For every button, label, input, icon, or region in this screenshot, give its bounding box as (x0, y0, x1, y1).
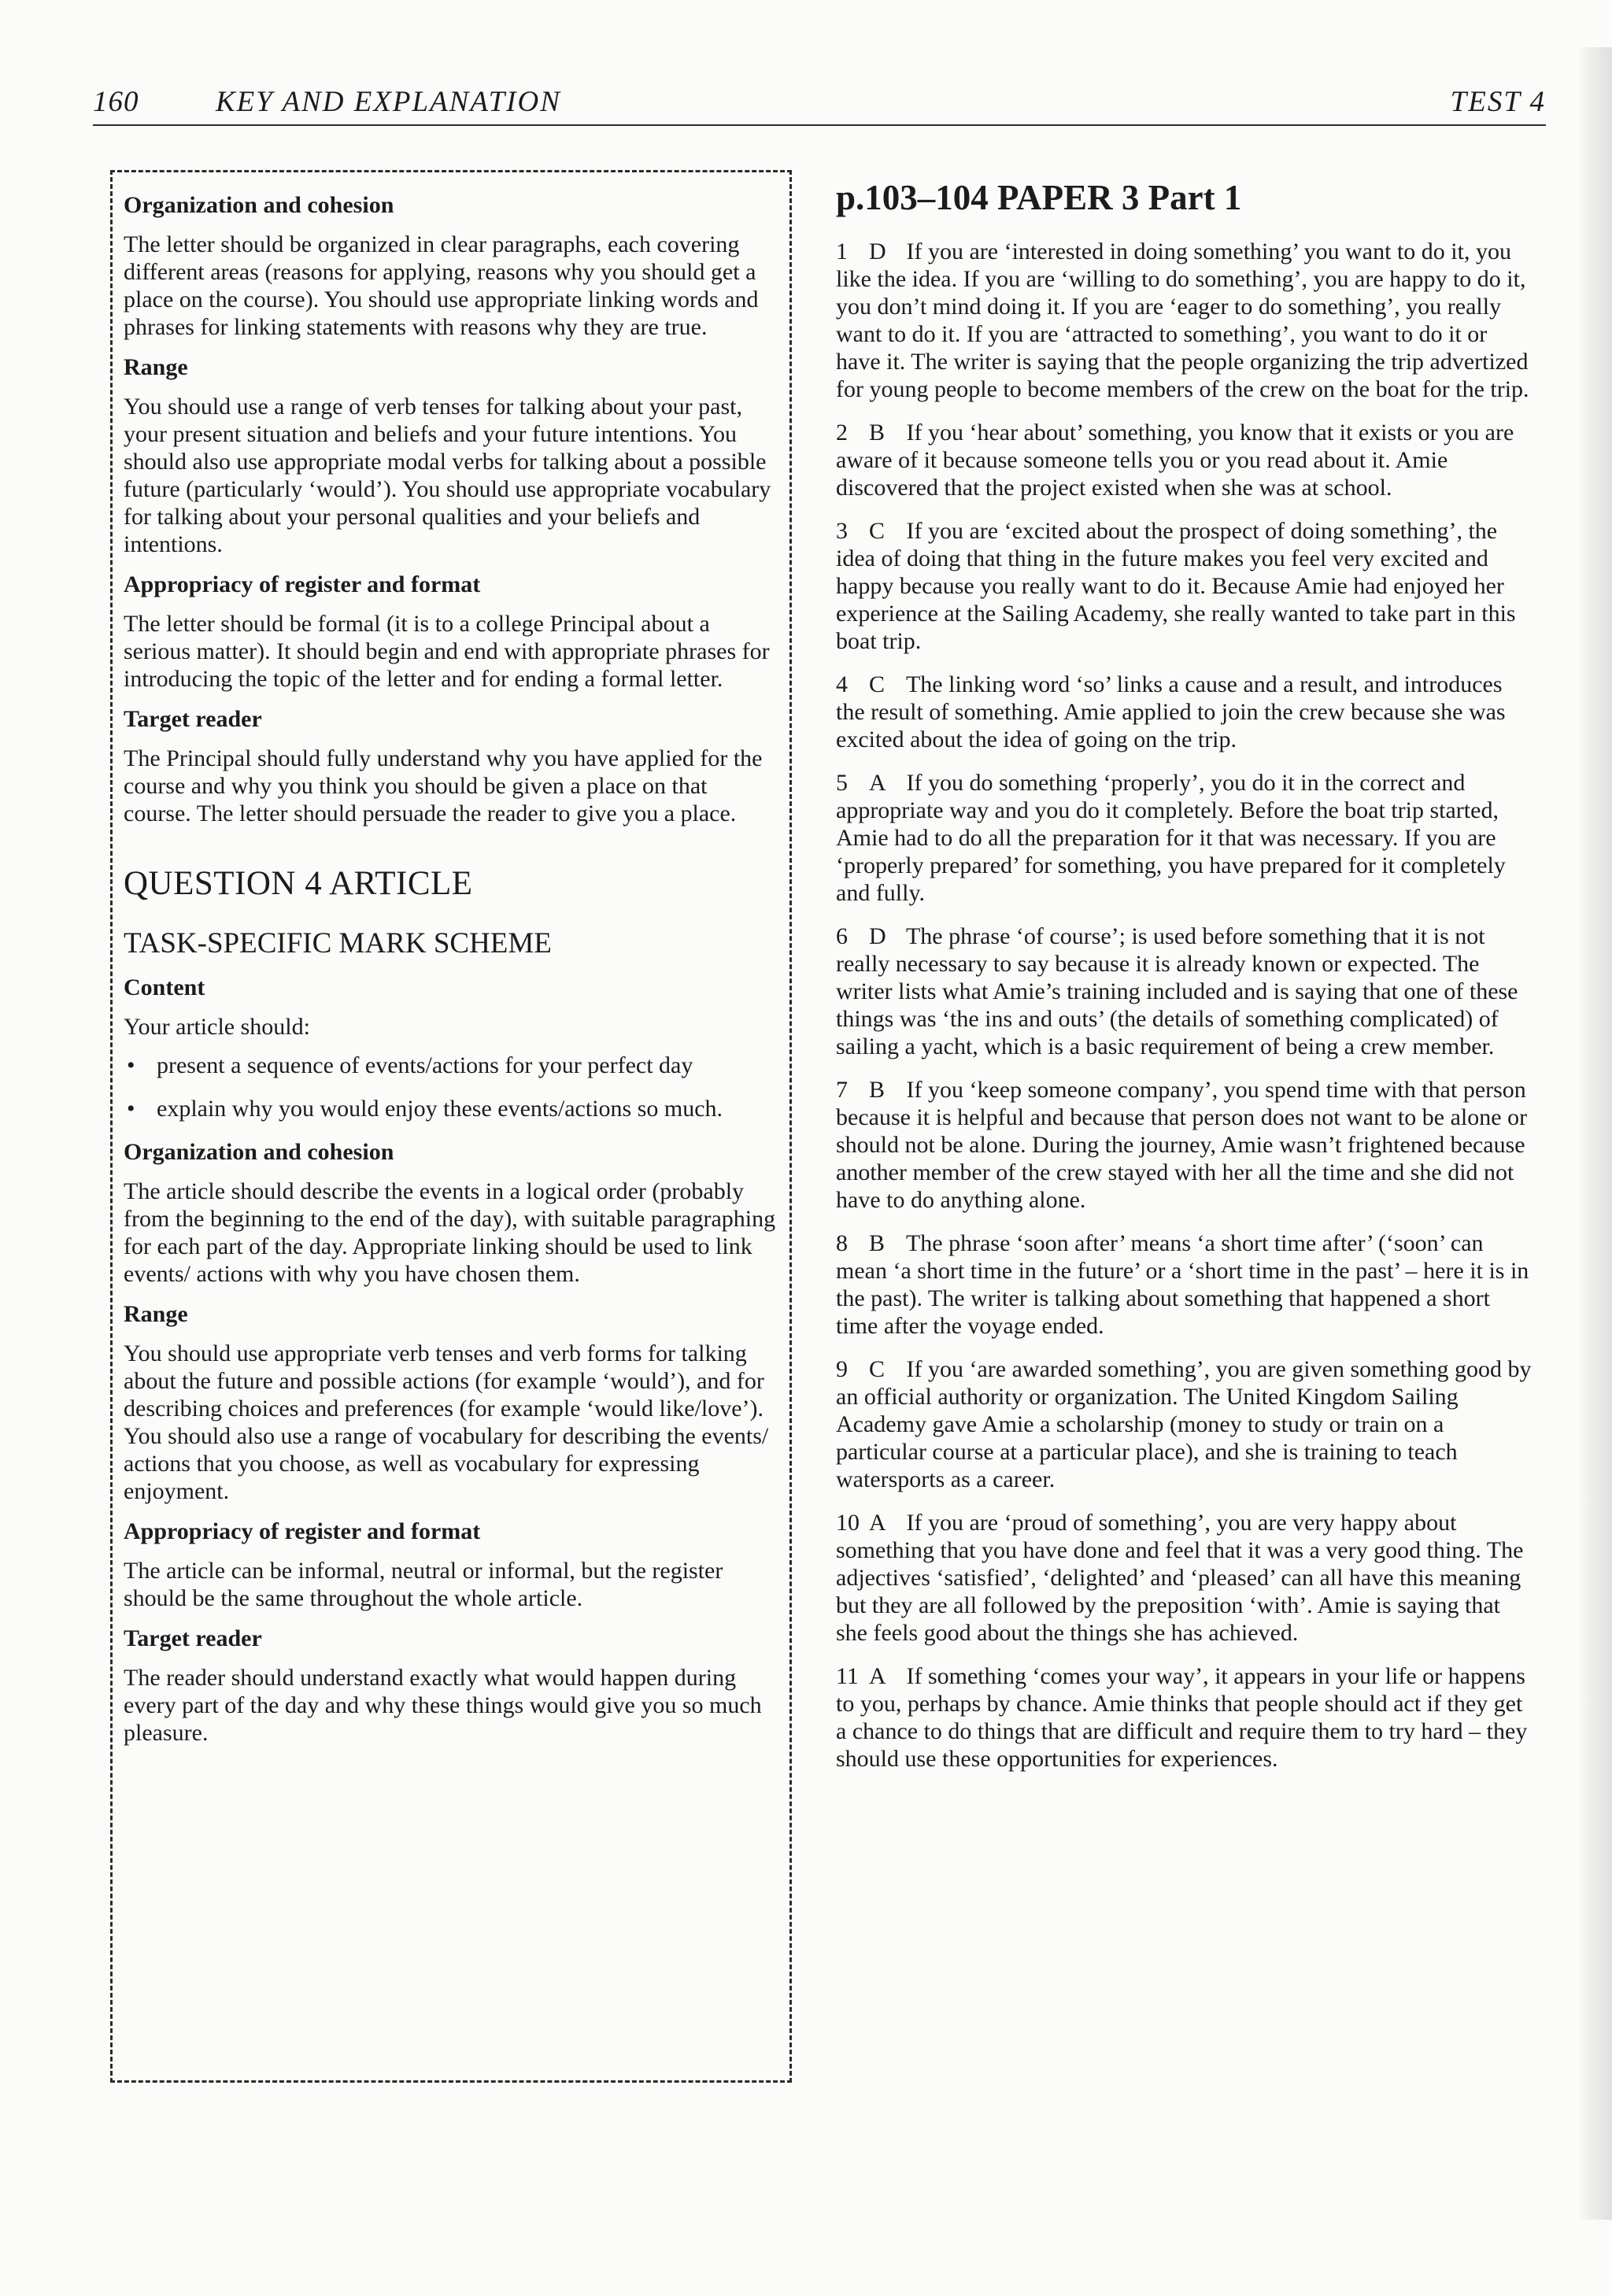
item-number: 7 (836, 1077, 848, 1103)
answer-item (836, 922, 1536, 1060)
answer-letter: A (869, 770, 886, 796)
answer-letter: C (869, 1356, 885, 1382)
answer-paragraph (836, 419, 1536, 501)
bullet-text: present a sequence of events/actions for your perfect day (157, 1052, 693, 1078)
explanation-text: If you are ‘interested in doing something’ you want to do it, you like the idea. If you are ‘willing to do something’, you are happy to do it, you don’t mind doing it. If you are ‘eager to do something’, you really want to do it. If you are ‘attracted to something’, you want to do it or have it. The writer is saying that the people organizing the trip advertized for young people to become members of the crew on the boat for the trip. (836, 238, 1529, 402)
paper-heading: p.103–104 PAPER 3 Part 1 (836, 178, 1242, 217)
answer-letter: A (869, 1510, 886, 1536)
subheading: Target reader (124, 1625, 262, 1651)
item-number: 3 (836, 518, 848, 544)
item-number: 4 (836, 671, 848, 697)
item-number: 6 (836, 923, 848, 949)
answer-item (836, 1662, 1536, 1773)
paragraph: The article can be informal, neutral or informal, but the register should be the same throughout the whole article. (124, 1558, 723, 1611)
answer-paragraph (836, 1355, 1536, 1493)
answer-key-column (836, 172, 1536, 1788)
answer-item (836, 769, 1536, 907)
answer-paragraph (836, 1229, 1536, 1340)
item-number: 11 (836, 1663, 859, 1689)
subheading: Appropriacy of register and format (124, 571, 481, 597)
answer-item (836, 1229, 1536, 1340)
answer-item (836, 1509, 1536, 1647)
section-title: KEY AND EXPLANATION (216, 86, 561, 118)
answer-item (836, 419, 1536, 501)
paragraph: You should use a range of verb tenses for talking about your past, your present situation and beliefs and your future intentions. You should also use appropriate modal verbs for talking about a possible future (particularly ‘would’). You should use appropriate vocabulary for talking about your personal qualities and your beliefs and intentions. (124, 394, 771, 557)
bullet-text: explain why you would enjoy these events/actions so much. (157, 1096, 723, 1122)
mark-scheme-box (110, 170, 792, 2083)
test-label: TEST 4 (1450, 86, 1546, 118)
bullet-item (124, 1095, 777, 1122)
explanation-text: If something ‘comes your way’, it appears in your life or happens to you, perhaps by chance. Amie thinks that people should act if they get a chance to do things that are difficult and require them to try hard – they should use these opportunities for experiences. (836, 1663, 1528, 1772)
item-number: 2 (836, 420, 848, 446)
item-number: 9 (836, 1356, 848, 1382)
explanation-text: If you are ‘proud of something’, you are very happy about something that you have done and feel that it was a very good thing. The adjectives ‘satisfied’, ‘delighted’ and ‘pleased’ can all have this meaning but they are all followed by the preposition ‘with’. Amie is saying that she feels good about the things she has achieved. (836, 1510, 1524, 1646)
question-heading: QUESTION 4 ARTICLE (124, 865, 473, 902)
item-number: 1 (836, 238, 848, 264)
answer-letter: C (869, 518, 885, 544)
answer-paragraph (836, 922, 1536, 1060)
paragraph: You should use appropriate verb tenses and verb forms for talking about the future and possible actions (for example ‘would’), and for describing choices and preferences (for example ‘would like/love’). You should also use a range of vocabulary for describing the events/ actions that you choose, as well as vocabulary for expressing enjoyment. (124, 1340, 769, 1504)
answer-list (836, 238, 1536, 1773)
item-number: 8 (836, 1230, 848, 1256)
explanation-text: If you ‘hear about’ something, you know that it exists or you are aware of it because someone tells you or you read about it. Amie discovered that the project existed when she was at school. (836, 420, 1514, 501)
paragraph: The article should describe the events in a logical order (probably from the beginning to the end of the day), with suitable paragraphing for each part of the day. Appropriate linking should be used to link events/ actions with why you have chosen them. (124, 1178, 776, 1287)
answer-letter: B (869, 1230, 885, 1256)
answer-item (836, 671, 1536, 753)
answer-item (836, 517, 1536, 655)
subheading: Range (124, 1301, 188, 1327)
paragraph: The reader should understand exactly what would happen during every part of the day and why these things would give you so much pleasure. (124, 1665, 762, 1746)
answer-item (836, 1076, 1536, 1214)
subheading: Organization and cohesion (124, 192, 394, 218)
bullet-list (124, 1052, 777, 1122)
answer-paragraph (836, 769, 1536, 907)
explanation-text: If you are ‘excited about the prospect of doing something’, the idea of doing that thing in the future makes you feel very excited and happy because you really want to do it. Because Amie had enjoyed her experience at the Sailing Academy, she really wanted to take part in this boat trip. (836, 518, 1516, 654)
bullet-icon: • (127, 1052, 135, 1078)
explanation-text: The phrase ‘of course’; is used before something that it is not really necessary to say because it is already known or expected. The writer lists what Amie’s training included and is saying that one of these things was ‘the ins and outs’ (the details of something complicated) of sailing a yacht, which is a basic requirement of being a crew member. (836, 923, 1518, 1059)
answer-letter: B (869, 420, 885, 446)
explanation-text: If you do something ‘properly’, you do it in the correct and appropriate way and you do it completely. Before the boat trip started, Amie had to do all the preparation for it that was necessary. If you are ‘properly prepared’ for something, you have prepared for it completely and fully. (836, 770, 1506, 906)
subheading: Appropriacy of register and format (124, 1518, 481, 1544)
answer-paragraph (836, 1076, 1536, 1214)
task-heading: TASK-SPECIFIC MARK SCHEME (124, 927, 552, 959)
paragraph: The Principal should fully understand why you have applied for the course and why you think you should be given a place on that course. The letter should persuade the reader to give you a place. (124, 745, 763, 826)
subheading: Organization and cohesion (124, 1139, 394, 1165)
explanation-text: If you ‘are awarded something’, you are given something good by an official authority or organization. The United Kingdom Sailing Academy gave Amie a scholarship (money to study or train on a particular course at a particular place), and she is training to teach watersports as a career. (836, 1356, 1532, 1492)
explanation-text: If you ‘keep someone company’, you spend time with that person because it is helpful and because that person does not want to be alone or should not be alone. During the journey, Amie wasn’t frightened because another member of the crew stayed with her all the time and she did not have to do anything alone. (836, 1077, 1528, 1213)
subheading: Range (124, 354, 188, 380)
answer-item (836, 238, 1536, 403)
answer-letter: D (869, 923, 886, 949)
answer-letter: A (869, 1663, 886, 1689)
answer-paragraph (836, 1509, 1536, 1647)
answer-paragraph (836, 238, 1536, 403)
page-header (93, 79, 1546, 126)
paragraph: The letter should be formal (it is to a college Principal about a serious matter). It should begin and end with appropriate phrases for introducing the topic of the letter and for ending a formal letter. (124, 611, 770, 692)
answer-letter: B (869, 1077, 885, 1103)
page-edge-shadow (1577, 47, 1612, 2220)
explanation-text: The phrase ‘soon after’ means ‘a short time after’ (‘soon’ can mean ‘a short time in the future’ or a ‘short time in the past’ – here it is in the past). The writer is talking about something that happened a short time after the voyage ended. (836, 1230, 1529, 1339)
answer-paragraph (836, 1662, 1536, 1773)
subheading: Content (124, 974, 205, 1000)
item-number: 5 (836, 770, 848, 796)
answer-item (836, 1355, 1536, 1493)
explanation-text: The linking word ‘so’ links a cause and a result, and introduces the result of something. Amie applied to join the crew because she was excited about the idea of going on the trip. (836, 671, 1506, 752)
page-number: 160 (93, 86, 139, 118)
answer-paragraph (836, 517, 1536, 655)
subheading: Target reader (124, 706, 262, 732)
answer-letter: D (869, 238, 886, 264)
paragraph: Your article should: (124, 1014, 310, 1040)
answer-letter: C (869, 671, 885, 697)
answer-paragraph (836, 671, 1536, 753)
paragraph: The letter should be organized in clear paragraphs, each covering different areas (reasons for applying, reasons why you should get a place on the course). You should use appropriate linking words and phrases for linking statements with reasons why they are true. (124, 231, 759, 340)
bullet-icon: • (127, 1096, 135, 1122)
bullet-item (124, 1052, 777, 1079)
item-number: 10 (836, 1510, 860, 1536)
